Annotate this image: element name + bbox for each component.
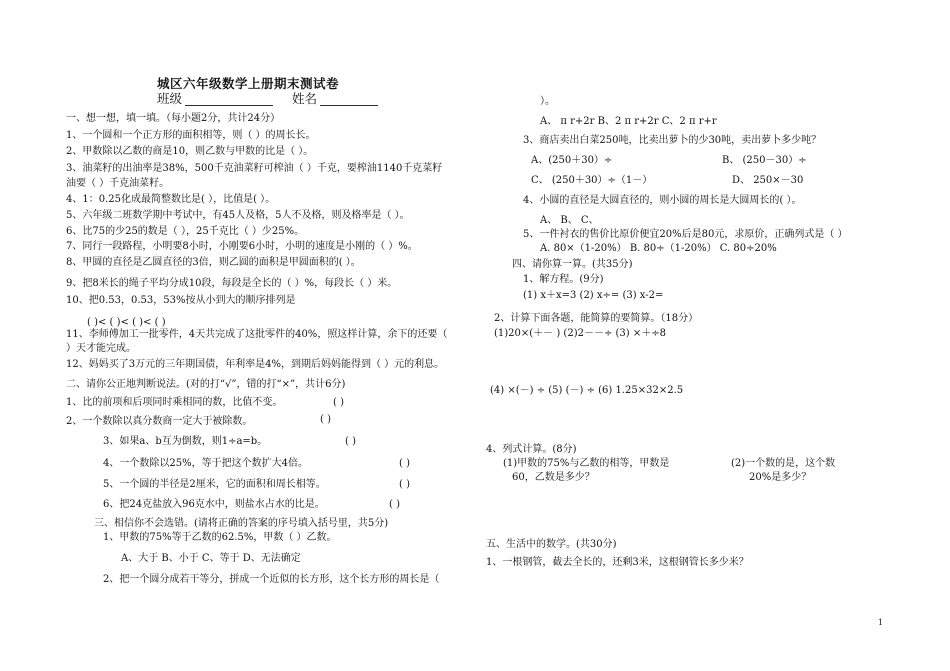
name-label: 姓名 xyxy=(292,91,318,106)
choice-option: B、 (250－30）÷ xyxy=(722,155,807,166)
class-label: 班级 xyxy=(157,91,183,106)
judgement-item: 6、把24克盐放入96克水中，则盐水占水的比是。 xyxy=(103,499,325,510)
choice-options: A、 B、 C、 xyxy=(540,215,599,226)
page-title: 城区六年级数学上册期末测试卷 xyxy=(157,76,340,91)
question-continued: ）。 xyxy=(540,96,555,107)
word-problem-continued: 60，乙数是多少？ xyxy=(512,472,595,483)
question-continued: ）天才能完成。 xyxy=(66,343,136,354)
question: 1、一个圆和一个正方形的面积相等，则（ ）的周长长。 xyxy=(66,130,316,141)
section2-heading: 二、请你公正地判断说法。(对的打“√”，错的打“×”，共计6分) xyxy=(66,379,346,390)
answer-paren: ( ) xyxy=(399,479,410,490)
calc-row: (4) ×(－) ÷ (5) (－) ÷ (6) 1.25×32×2.5 xyxy=(490,385,684,396)
question: 8、甲圆的直径是乙圆直径的3倍，则乙圆的面积是甲圆面积的( ）。 xyxy=(66,257,361,268)
choice-question: 4、小圆的直径是大圆直径的，则小圆的周长是大圆周长的( ）。 xyxy=(523,195,802,206)
choice-question: 2、把一个圆分成若干等分，拼成一个近似的长方形，这个长方形的周长是（ xyxy=(103,574,440,585)
section1-heading: 一、想一想，填一填。（每小题2分，共计24分） xyxy=(66,113,281,124)
judgement-item: 2、一个数除以真分数商一定大于被除数。 xyxy=(66,416,253,427)
equations: (1) x＋x=3 (2) x÷= (3) x-2= xyxy=(523,290,664,301)
question: 6、比75的少25的数是（ ），25千克比（ ）少25%。 xyxy=(66,226,305,237)
choice-question: 1、甲数的75%等于乙数的62.5%，甲数（ ）乙数。 xyxy=(103,532,337,543)
question: 3、油菜籽的出油率是38%，500千克油菜籽可榨油（ ）千克，要榨油1140千克菜籽 xyxy=(66,163,443,174)
judgement-item: 4、一个数除以25%，等于把这个数扩大4倍。 xyxy=(103,458,308,469)
choice-option: A、(250＋30）÷ xyxy=(531,155,613,166)
page-number: 1 xyxy=(878,618,884,627)
choice-option: C、 (250＋30）÷（1－） xyxy=(531,175,653,186)
question: 2、甲数除以乙数的商是10，则乙数与甲数的比是（ ）。 xyxy=(66,146,314,157)
answer-paren: ( ) xyxy=(320,414,331,425)
judgement-item: 5、一个圆的半径是2厘米，它的面积和周长相等。 xyxy=(103,479,326,490)
question: 4、1：0.25化成最简整数比是( ），比值是( ）。 xyxy=(66,194,276,205)
section5-heading: 五、生活中的数学。(共30分) xyxy=(486,539,617,550)
class-blank xyxy=(185,105,273,106)
word-problem: (2)一个数的是，这个数 xyxy=(731,458,836,469)
sub-heading: 4、列式计算。(8分) xyxy=(486,444,577,455)
judgement-item: 3、如果a、b互为倒数，则1÷a=b。 xyxy=(103,436,268,447)
calc-row: (1)20×(＋－ ) (2)2－－÷ (3) ×＋÷8 xyxy=(494,328,666,339)
sub-heading: 2、计算下面各题，能简算的要简算。（18分） xyxy=(494,313,699,324)
question: 12、妈妈买了3万元的三年期国债，年利率是4%，到期后妈妈能得到（ ）元的利息。 xyxy=(66,359,445,370)
question: 11、李师傅加工一批零件，4天共完成了这批零件的40%，照这样计算，余下的还要（ xyxy=(66,329,448,340)
sub-heading: 1、解方程。(9分) xyxy=(523,274,604,285)
judgement-item: 1、比的前项和后项同时乘相同的数，比值不变。 xyxy=(66,397,283,408)
word-problem: (1)甲数的75%与乙数的相等，甲数是 xyxy=(503,458,670,469)
question: 10、把0.53，0.53，53%按从小到大的顺序排列是 xyxy=(66,295,296,306)
choice-question: 3、商店卖出白菜250吨，比卖出萝卜的少30吨，卖出萝卜多少吨？ xyxy=(523,135,822,146)
choice-option: D、 250×－30 xyxy=(732,175,804,186)
choice-question: 5、一件衬衣的售价比原价便宜20%后是80元，求原价，正确列式是（ ） xyxy=(523,229,848,240)
answer-paren: ( ) xyxy=(389,499,400,510)
order-blanks: ( )< ( )< ( )< ( ) xyxy=(87,317,166,328)
question: 7、同行一段路程，小明要8小时，小刚要6小时，小明的速度是小刚的（ ）%。 xyxy=(66,241,418,252)
choice-options: A、大于 B、小于 C、等于 D、无法确定 xyxy=(121,553,301,564)
answer-paren: ( ) xyxy=(345,436,356,447)
question-continued: 油要（ ）千克油菜籽。 xyxy=(66,178,170,189)
word-problem-continued: 20%是多少？ xyxy=(749,472,812,483)
name-blank xyxy=(320,105,378,106)
word-problem: 1、一根钢管，截去全长的，还剩3米，这根钢管长多少米？ xyxy=(486,557,749,568)
answer-paren: ( ) xyxy=(399,458,410,469)
question: 9、把8米长的绳子平均分成10段，每段是全长的（ ）%，每段长（ ）米。 xyxy=(66,278,398,289)
choice-options: A. 80×（1-20%） B. 80÷（1-20%） C. 80÷20% xyxy=(540,243,777,254)
section3-heading: 三、相信你不会选错。(请将正确的答案的序号填入括号里，共5分) xyxy=(94,518,389,529)
choice-options: A、 π r+2r B、2 π r+2r C、2 π r+r xyxy=(540,116,717,127)
answer-paren: ( ) xyxy=(333,397,344,408)
question: 5、六年级二班数学期中考试中，有45人及格，5人不及格，则及格率是（ ）。 xyxy=(66,210,410,221)
section4-heading: 四、请你算一算。(共35分) xyxy=(512,259,633,270)
